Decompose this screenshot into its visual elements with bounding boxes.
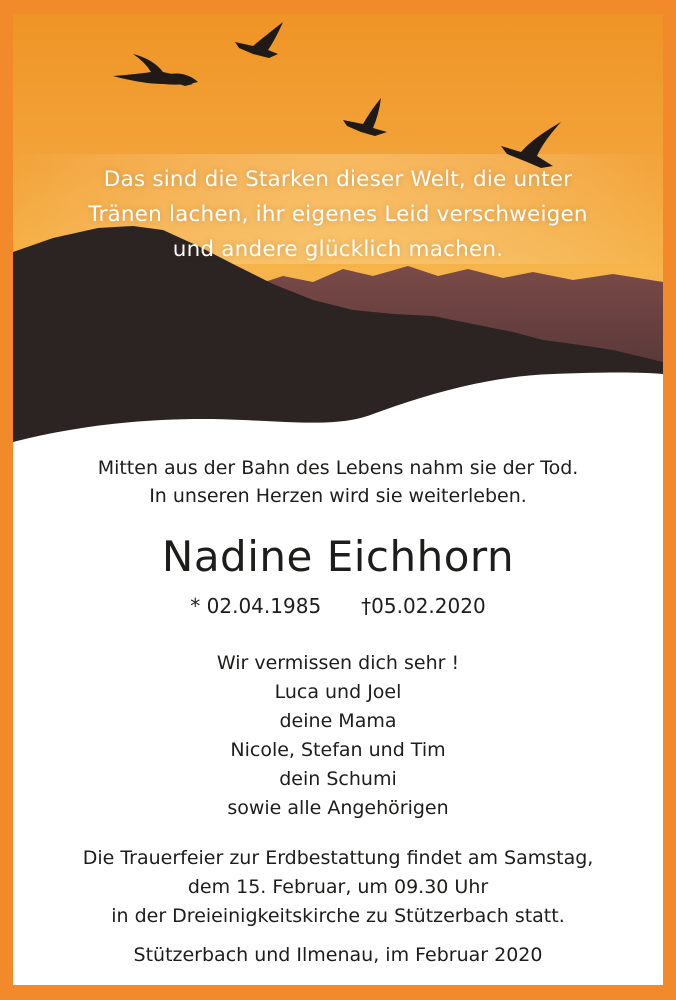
mourner-name: deine Mama — [279, 710, 397, 732]
place-date-line: Stützerbach und Ilmenau, im Februar 2020 — [133, 944, 543, 966]
mourner-name: Luca und Joel — [274, 681, 402, 703]
life-dates — [13, 592, 663, 620]
obituary-card — [13, 14, 663, 985]
place-and-date — [13, 940, 663, 970]
intro-text — [13, 454, 663, 510]
death-date: †05.02.2020 — [361, 594, 486, 618]
funeral-details — [13, 844, 663, 931]
funeral-line: in der Dreieinigkeitskirche zu Stützerbach statt. — [111, 905, 565, 927]
quote-line: und andere glücklich machen. — [172, 237, 504, 262]
quote-line: Das sind die Starken dieser Welt, die unter — [103, 167, 573, 192]
memorial-quote — [13, 162, 663, 267]
mourner-name: Nicole, Stefan und Tim — [230, 739, 446, 761]
funeral-line: dem 15. Februar, um 09.30 Uhr — [187, 876, 489, 898]
mourners-list — [13, 678, 663, 823]
mourner-name: dein Schumi — [279, 768, 397, 790]
mourners-message — [13, 648, 663, 678]
birth-date: * 02.04.1985 — [190, 594, 322, 618]
mourners-message-line: Wir vermissen dich sehr ! — [216, 652, 460, 674]
intro-line: In unseren Herzen wird sie weiterleben. — [149, 485, 527, 507]
deceased-name: Nadine Eichhorn — [161, 532, 515, 581]
funeral-line: Die Trauerfeier zur Erdbestattung findet am Samstag, — [82, 847, 594, 869]
mourner-name: sowie alle Angehörigen — [227, 797, 449, 819]
quote-line: Tränen lachen, ihr eigenes Leid verschweigen — [88, 202, 588, 227]
intro-line: Mitten aus der Bahn des Lebens nahm sie der Tod. — [97, 457, 579, 479]
